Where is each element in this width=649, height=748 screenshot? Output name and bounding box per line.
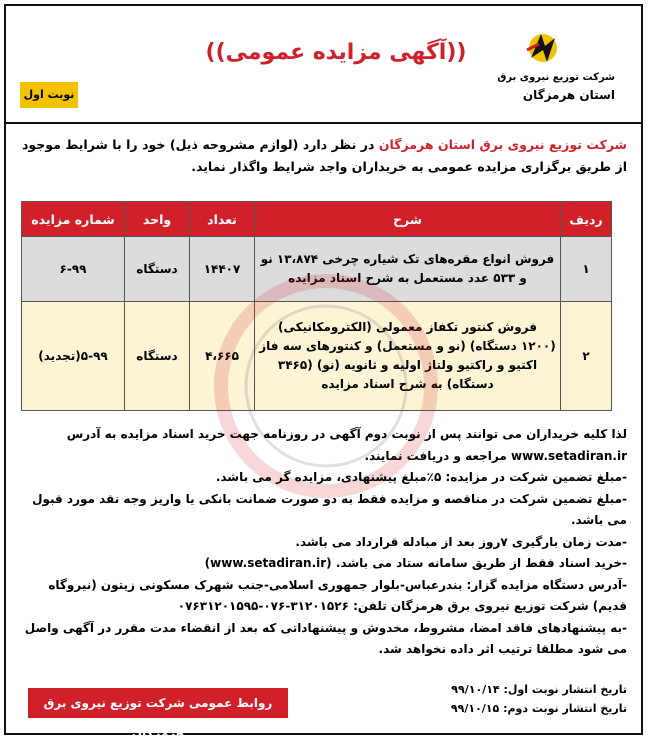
rejection-paragraph: -به پیشنهادهای فاقد امضا، مشروط، مخدوش و پیشنهاداتی که بعد از انقضاء مدت مقرر در آگهی واصل می شود مطلقا ترتیب اثر داده نخواهد شد. [24, 620, 627, 656]
setadiran-link[interactable]: www.setadiran.ir [510, 448, 627, 463]
items-table [21, 201, 612, 411]
cell-description: فروش انواع مقره‌های تک شیاره چرخی ۱۳،۸۷۴ نو و ۵۳۳ عدد مستعمل به شرح اسناد مزایده [255, 237, 561, 302]
conditions-text [20, 424, 627, 661]
intro-text: در نظر دارد (لوازم مشروحه ذیل) خود را با شرایط موجود از طریق برگزاری مزایده عمومی به خریداران واجد شرایط واگذار نماید. [22, 137, 627, 174]
header-row-no: ردیف [561, 202, 612, 237]
documents-paragraph: -خرید اسناد فقط از طریق سامانه ستاد می باشد. (www.setadiran.ir) [204, 556, 627, 570]
cell-auction-no: ۶-۹۹ [22, 237, 125, 302]
header [6, 6, 641, 124]
intro-company-name: شرکت توزیع نیروی برق استان هرمزگان [378, 137, 627, 152]
guarantee-paragraph: -مبلغ تضمین شرکت در مزایده: ۵٪مبلغ پیشنهادی، مزایده گر می باشد. [215, 470, 627, 484]
header-auction-no: شماره مزایده [22, 202, 125, 237]
cell-auction-no: ۵-۹۹(تجدید) [22, 302, 125, 411]
header-divider [6, 122, 641, 124]
intro-paragraph [22, 134, 627, 178]
cell-unit: دستگاه [125, 302, 190, 411]
first-publication-date: تاریخ انتشار نوبت اول: ۹۹/۱۰/۱۴ [451, 683, 627, 696]
header-count: تعداد [190, 202, 255, 237]
cell-count: ۴،۶۶۵ [190, 302, 255, 411]
cell-row-no: ۲ [561, 302, 612, 411]
guarantee-method-paragraph: -مبلغ تضمین شرکت در مناقصه و مزایده فقط به دو صورت ضمانت بانکی یا واریز وجه نقد مورد قبول می باشد. [32, 491, 627, 527]
logo-company-line1: شرکت توزیع نیروی برق [497, 72, 615, 83]
setadiran-link-2[interactable]: (www.setadiran.ir) [204, 556, 332, 570]
table-row [22, 302, 612, 411]
cell-row-no: ۱ [561, 237, 612, 302]
purchase-paragraph: لذا کلیه خریداران می توانند پس از نوبت دوم آگهی در روزنامه جهت خرید اسناد مزایده به آدرس www.setadiran.ir مراجعه و دریافت نمایند. [66, 427, 627, 463]
loading-time-paragraph: -مدت زمان بارگیری ۷روز بعد از مبادله قرارداد می باشد. [295, 534, 627, 549]
turn-badge: نوبت اول [20, 82, 78, 108]
lightning-logo-icon [521, 28, 565, 68]
header-unit: واحد [125, 202, 190, 237]
address-paragraph: -آدرس دستگاه مزایده گزار: بندرعباس-بلوار جمهوری اسلامی-جنب شهرک مسکونی زیتون (نیروگاه قدیم) شرکت توزیع نیروی برق هرمزگان تلفن: ۳۱۲۰۱۵۲۶-۰۷۶-۰۷۶۳۱۲۰۱۵۹۵ [48, 577, 627, 613]
cell-unit: دستگاه [125, 237, 190, 302]
page-title: ((آگهی مزایده عمومی)) [205, 40, 467, 65]
notice-frame [4, 4, 643, 740]
table-header-row [22, 202, 612, 237]
company-logo [497, 28, 627, 108]
table-row [22, 237, 612, 302]
logo-company-line2: استان هرمزگان [522, 88, 615, 102]
cell-count: ۱۴۴۰۷ [190, 237, 255, 302]
header-description: شرح [255, 202, 561, 237]
publication-dates [427, 680, 627, 718]
public-relations-badge: روابط عمومی شرکت توزیع نیروی برق هرمزگان [28, 688, 288, 718]
second-publication-date: تاریخ انتشار نوبت دوم: ۹۹/۱۰/۱۵ [450, 702, 627, 715]
cell-description: فروش کنتور تکفاز معمولی (الکترومکانیکی) (۱۲۰۰ دستگاه) (نو و مستعمل) و کنتورهای سه فاز اکتیو و راکتیو ولتاژ اولیه و ثانویه (نو) (۳۴۶۵ دستگاه) به شرح اسناد مزایده [255, 302, 561, 411]
